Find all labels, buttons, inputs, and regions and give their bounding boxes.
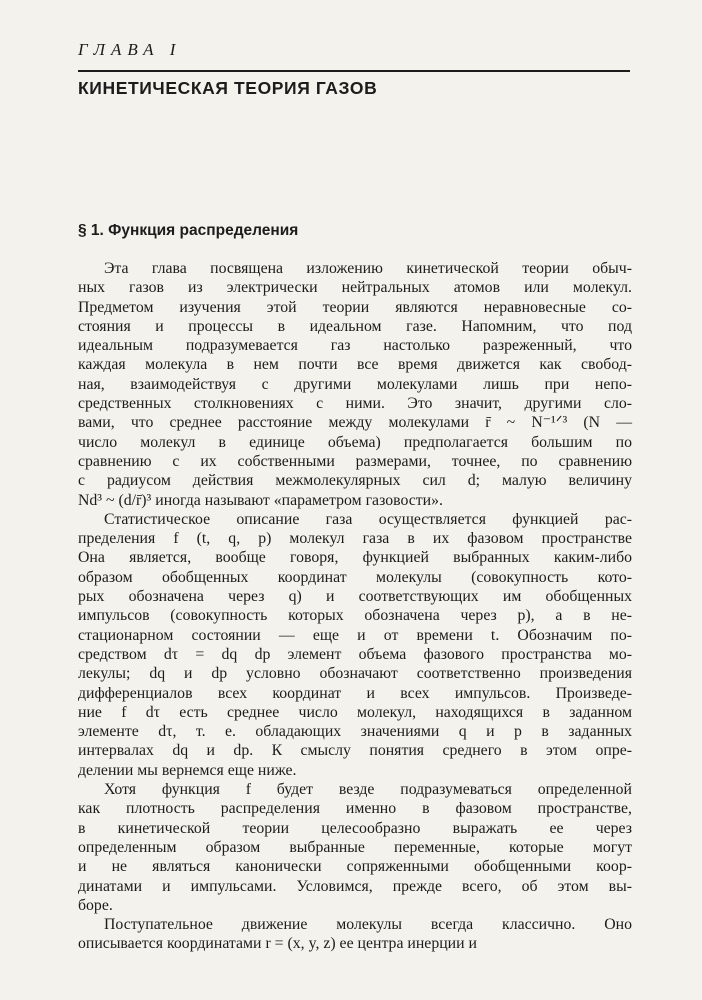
text-line: и не являться канонически сопряженными обобщенными коор- bbox=[78, 858, 632, 876]
text-line: с радиусом действия межмолекулярных сил d; малую величину bbox=[78, 472, 632, 490]
text-line: каждая молекула в нем почти все время движется как свобод- bbox=[78, 356, 632, 374]
text-line: рых обозначена через q) и соответствующих им обобщенных bbox=[78, 588, 632, 606]
text-line: лекулы; dq и dp условно обозначают соответственно произведения bbox=[78, 665, 632, 683]
chapter-label: ГЛАВА I bbox=[78, 40, 182, 59]
text-line: ние f dτ есть среднее число молекул, находящихся в заданном bbox=[78, 703, 632, 721]
paragraph bbox=[78, 259, 632, 510]
paragraph bbox=[78, 780, 632, 915]
body-text bbox=[78, 259, 632, 954]
text-line: число молекул в единице объема) предполагается большим по bbox=[78, 433, 632, 451]
text-line: вами, что среднее расстояние между молекулами r̄ ~ N⁻¹ᐟ³ (N — bbox=[78, 414, 632, 432]
text-line: образом обобщенных координат молекулы (совокупность кото- bbox=[78, 568, 632, 586]
text-line: стояния и процессы в идеальном газе. Напомним, что под bbox=[78, 317, 632, 335]
text-line: Она является, вообще говоря, функцией выбранных каким-либо bbox=[78, 549, 632, 567]
text-line: динатами и импульсами. Условимся, прежде всего, об этом вы- bbox=[78, 877, 632, 895]
paragraph bbox=[78, 915, 632, 954]
text-line: пределения f (t, q, p) молекул газа в их фазовом пространстве bbox=[78, 530, 632, 548]
chapter-rule bbox=[78, 70, 630, 72]
text-line: делении мы вернемся еще ниже. bbox=[78, 761, 297, 779]
text-line: идеальным подразумевается газ настолько разреженный, что bbox=[78, 337, 632, 355]
text-line: ных газов из электрически нейтральных атомов или молекул. bbox=[78, 279, 632, 297]
text-line: импульсов (совокупность которых обозначена через p), а в не- bbox=[78, 607, 632, 625]
text-line: ная, взаимодействуя с другими молекулами лишь при непо- bbox=[78, 375, 632, 393]
text-line: описывается координатами r = (x, y, z) ее центра инерции и bbox=[78, 935, 477, 953]
text-line: Поступательное движение молекулы всегда классично. Оно bbox=[104, 916, 632, 934]
text-line: Хотя функция f будет везде подразумеваться определенной bbox=[104, 781, 632, 799]
text-line: Предметом изучения этой теории являются неравновесные со- bbox=[78, 298, 632, 316]
text-line: Эта глава посвящена изложению кинетической теории обыч- bbox=[104, 260, 632, 277]
text-line: как плотность распределения именно в фазовом пространстве, bbox=[78, 800, 632, 818]
text-line: Статистическое описание газа осуществляется функцией рас- bbox=[104, 510, 632, 528]
paragraph bbox=[78, 510, 632, 780]
text-line: дифференциалов всех координат и всех импульсов. Произведе- bbox=[78, 684, 632, 702]
text-line: определенным образом выбранные переменные, которые могут bbox=[78, 838, 632, 856]
text-line: средственных столкновениях с ними. Это значит, другими сло- bbox=[78, 395, 632, 413]
text-line: интервалах dq и dp. К смыслу понятия среднего в этом опре- bbox=[78, 742, 632, 760]
section-title: § 1. Функция распределения bbox=[78, 222, 299, 239]
text-line: Nd³ ~ (d/r̄)³ иногда называют «параметром газовости». bbox=[78, 491, 443, 509]
text-line: боре. bbox=[78, 896, 113, 914]
text-line: средством dτ = dq dp элемент объема фазового пространства мо- bbox=[78, 645, 632, 663]
text-line: сравнению с их собственными размерами, точнее, по сравнению bbox=[78, 452, 632, 470]
text-line: стационарном состоянии — еще и от времени t. Обозначим по- bbox=[78, 626, 632, 644]
book-page bbox=[78, 0, 634, 1000]
chapter-title: КИНЕТИЧЕСКАЯ ТЕОРИЯ ГАЗОВ bbox=[78, 78, 378, 98]
text-line: в кинетической теории целесообразно выражать ее через bbox=[78, 819, 632, 837]
text-line: элементе dτ, т. е. обладающих значениями q и p в заданных bbox=[78, 723, 632, 741]
